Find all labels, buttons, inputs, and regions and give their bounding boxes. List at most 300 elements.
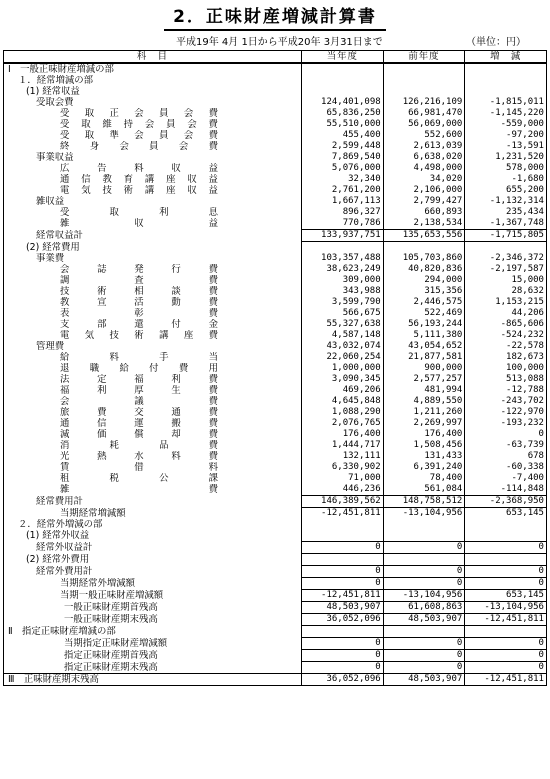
- row-difference-value: 578,000: [465, 163, 547, 174]
- row-label: １．経常増減の部: [4, 75, 302, 86]
- table-row: [4, 484, 547, 496]
- row-label-spread: [60, 174, 218, 185]
- row-label-spread: [60, 407, 218, 418]
- row-label-char: 通: [60, 174, 70, 185]
- row-label: [4, 363, 302, 374]
- row-difference-value: -193,232: [465, 418, 547, 429]
- row-label: [4, 440, 302, 451]
- table-row: [4, 319, 547, 330]
- row-difference-value: [465, 75, 547, 86]
- row-label-char: 費: [208, 484, 218, 496]
- row-difference-value: 15,000: [465, 275, 547, 286]
- row-label-char: 用: [208, 363, 218, 374]
- row-current-value: [302, 242, 384, 254]
- row-label: [4, 451, 302, 462]
- row-difference-value: 1,153,215: [465, 297, 547, 308]
- row-label-spread: [60, 264, 218, 275]
- header-previous-year: 前年度: [383, 51, 465, 64]
- row-label-char: 定: [97, 374, 107, 385]
- row-difference-value: 0: [465, 429, 547, 440]
- row-current-value: 2,761,200: [302, 185, 384, 196]
- row-current-value: 55,510,000: [302, 119, 384, 130]
- row-previous-value: 40,820,836: [383, 264, 465, 275]
- row-label-spread: [60, 440, 218, 451]
- row-label-char: 会: [144, 119, 155, 130]
- row-previous-value: [383, 242, 465, 254]
- row-previous-value: 34,020: [383, 174, 465, 185]
- row-difference-value: -114,848: [465, 484, 547, 496]
- row-label-char: 福: [60, 385, 70, 396]
- table-row: [4, 542, 547, 554]
- row-difference-value: 182,673: [465, 352, 547, 363]
- row-current-value: 124,401,098: [302, 97, 384, 108]
- table-row: [4, 650, 547, 662]
- table-row: [4, 418, 547, 429]
- table-header-row: [4, 51, 547, 64]
- table-row: [4, 530, 547, 542]
- row-difference-value: -1,815,011: [465, 97, 547, 108]
- row-current-value: 22,060,254: [302, 352, 384, 363]
- table-row: [4, 508, 547, 520]
- row-label: 雑収益: [4, 196, 302, 207]
- row-label-char: 福: [134, 374, 144, 385]
- table-row: [4, 286, 547, 297]
- row-previous-value: 21,877,581: [383, 352, 465, 363]
- row-difference-value: 653,145: [465, 590, 547, 602]
- row-previous-value: 1,211,260: [383, 407, 465, 418]
- row-label: Ⅰ 一般正味財産増減の部: [4, 63, 302, 75]
- row-label-spread: [60, 330, 218, 341]
- row-label-char: 課: [208, 473, 218, 484]
- row-current-value: 43,032,074: [302, 341, 384, 352]
- row-previous-value: 135,653,556: [383, 230, 465, 242]
- row-label-spread: [60, 396, 218, 407]
- table-row: [4, 174, 547, 185]
- row-current-value: [302, 86, 384, 97]
- row-label: (2) 経常費用: [4, 242, 302, 254]
- row-label-char: 費: [208, 297, 218, 308]
- row-label-char: 座: [183, 330, 194, 341]
- row-previous-value: [383, 86, 465, 97]
- row-label: [4, 275, 302, 286]
- row-label-char: 持: [123, 119, 134, 130]
- row-previous-value: 0: [383, 650, 465, 662]
- row-label-char: 交: [134, 407, 144, 418]
- row-label-char: 相: [134, 286, 144, 297]
- table-row: [4, 330, 547, 341]
- row-difference-value: -243,702: [465, 396, 547, 407]
- row-label: 経常費用計: [4, 496, 302, 508]
- row-label-char: 手: [159, 352, 169, 363]
- row-difference-value: -2,368,950: [465, 496, 547, 508]
- row-label-spread: [60, 141, 218, 152]
- row-label-char: 費: [208, 141, 218, 152]
- row-previous-value: 561,084: [383, 484, 465, 496]
- row-current-value: 38,623,249: [302, 264, 384, 275]
- row-previous-value: 105,703,860: [383, 253, 465, 264]
- row-label-char: 誌: [97, 264, 107, 275]
- row-current-value: 4,587,148: [302, 330, 384, 341]
- row-difference-value: [465, 86, 547, 97]
- row-previous-value: [383, 519, 465, 530]
- row-label-char: 告: [97, 163, 107, 174]
- table-row: [4, 230, 547, 242]
- row-label-char: 職: [89, 363, 100, 374]
- row-label-char: 会: [183, 130, 194, 141]
- row-difference-value: 678: [465, 451, 547, 462]
- table-row: [4, 119, 547, 130]
- row-label-char: 費: [208, 308, 218, 319]
- row-label-char: 償: [134, 429, 144, 440]
- row-label-char: 生: [171, 385, 181, 396]
- row-label-char: 通: [171, 407, 181, 418]
- row-label-char: 電: [60, 330, 70, 341]
- row-current-value: [302, 626, 384, 638]
- row-difference-value: [465, 530, 547, 542]
- row-label: [4, 141, 302, 152]
- row-previous-value: [383, 626, 465, 638]
- row-previous-value: 48,503,907: [383, 674, 465, 686]
- row-current-value: 343,988: [302, 286, 384, 297]
- row-current-value: 0: [302, 542, 384, 554]
- table-row: [4, 242, 547, 254]
- row-label-spread: [60, 185, 218, 196]
- table-row: [4, 341, 547, 352]
- row-label-char: 維: [102, 119, 112, 130]
- row-difference-value: [465, 554, 547, 566]
- row-label-char: 厚: [134, 385, 144, 396]
- row-label-char: 費: [208, 374, 218, 385]
- row-label-char: 気: [84, 330, 95, 341]
- row-label-spread: [60, 484, 218, 495]
- table-row: [4, 141, 547, 152]
- row-label-char: 査: [134, 275, 144, 286]
- row-label-char: 員: [166, 119, 176, 130]
- row-label-spread: [60, 429, 218, 440]
- row-label-char: 還: [134, 319, 144, 330]
- row-previous-value: 78,400: [383, 473, 465, 484]
- row-previous-value: 900,000: [383, 363, 465, 374]
- row-label-char: 受: [60, 119, 70, 130]
- row-difference-value: 0: [465, 542, 547, 554]
- row-label-char: 会: [119, 141, 129, 152]
- row-label-char: 会: [183, 108, 194, 119]
- row-label-char: 費: [208, 451, 218, 462]
- row-label: [4, 374, 302, 385]
- row-label-char: 技: [102, 185, 112, 196]
- table-row: [4, 451, 547, 462]
- table-row: [4, 590, 547, 602]
- row-difference-value: -12,451,811: [465, 674, 547, 686]
- row-label-char: 費: [178, 363, 189, 374]
- row-label-char: 信: [81, 174, 91, 185]
- table-row: [4, 264, 547, 275]
- row-current-value: [302, 530, 384, 542]
- row-label: 当期経常外増減額: [4, 578, 302, 590]
- row-difference-value: -1,715,805: [465, 230, 547, 242]
- row-current-value: 3,599,790: [302, 297, 384, 308]
- row-previous-value: -13,104,956: [383, 508, 465, 520]
- row-label: (1) 経常外収益: [4, 530, 302, 542]
- row-current-value: 0: [302, 578, 384, 590]
- row-difference-value: -1,367,748: [465, 218, 547, 230]
- row-current-value: 455,400: [302, 130, 384, 141]
- row-current-value: [302, 75, 384, 86]
- row-label-char: 料: [109, 352, 119, 363]
- row-label-char: 員: [159, 108, 169, 119]
- row-label-char: 会: [187, 119, 197, 130]
- row-label-char: 受: [60, 207, 70, 218]
- row-previous-value: 2,799,427: [383, 196, 465, 207]
- row-difference-value: 655,200: [465, 185, 547, 196]
- row-label-char: 水: [134, 451, 144, 462]
- row-label-spread: [60, 218, 218, 229]
- row-difference-value: 100,000: [465, 363, 547, 374]
- row-label-char: 益: [208, 185, 218, 196]
- row-label-char: 彰: [134, 308, 144, 319]
- row-label: 指定正味財産期首残高: [4, 650, 302, 662]
- row-label-char: 減: [60, 429, 70, 440]
- row-label-char: 費: [208, 286, 218, 297]
- row-label: 当期指定正味財産増減額: [4, 638, 302, 650]
- row-label-char: 収: [187, 174, 197, 185]
- row-label: [4, 473, 302, 484]
- row-difference-value: -13,104,956: [465, 602, 547, 614]
- row-label-spread: [60, 374, 218, 385]
- row-label-spread: [60, 319, 218, 330]
- row-label-char: 費: [208, 396, 218, 407]
- row-label-spread: [60, 207, 218, 218]
- row-label-char: 技: [60, 286, 70, 297]
- row-previous-value: 148,758,512: [383, 496, 465, 508]
- row-previous-value: 552,600: [383, 130, 465, 141]
- row-label-char: 費: [208, 407, 218, 418]
- row-label-char: 会: [60, 264, 70, 275]
- statement-table: [3, 50, 547, 686]
- row-label: [4, 385, 302, 396]
- row-previous-value: 66,981,470: [383, 108, 465, 119]
- row-label-char: 費: [208, 330, 218, 341]
- table-row: [4, 674, 547, 686]
- row-difference-value: [465, 63, 547, 75]
- row-label: [4, 108, 302, 119]
- row-label: Ⅱ 指定正味財産増減の部: [4, 626, 302, 638]
- row-label-char: 費: [208, 429, 218, 440]
- row-label-spread: [60, 108, 218, 119]
- row-difference-value: -865,606: [465, 319, 547, 330]
- row-previous-value: 2,138,534: [383, 218, 465, 230]
- row-label-char: 受: [60, 130, 70, 141]
- row-label-char: 費: [208, 108, 218, 119]
- row-difference-value: 235,434: [465, 207, 547, 218]
- row-difference-value: [465, 519, 547, 530]
- row-label-char: 取: [81, 119, 91, 130]
- row-label-char: 広: [60, 163, 70, 174]
- row-label-spread: [60, 473, 218, 484]
- row-label: [4, 297, 302, 308]
- row-previous-value: 6,391,240: [383, 462, 465, 473]
- row-label-char: 消: [60, 440, 70, 451]
- row-current-value: 469,206: [302, 385, 384, 396]
- table-row: [4, 626, 547, 638]
- table-row: [4, 130, 547, 141]
- row-label-char: 費: [97, 407, 107, 418]
- row-label-char: 動: [171, 297, 181, 308]
- row-current-value: 55,327,638: [302, 319, 384, 330]
- row-current-value: 770,786: [302, 218, 384, 230]
- row-label-char: 術: [123, 185, 134, 196]
- row-label-char: 教: [102, 174, 112, 185]
- page-title: 2．正味財産増減計算書: [173, 7, 377, 27]
- row-difference-value: -1,145,220: [465, 108, 547, 119]
- row-difference-value: -60,338: [465, 462, 547, 473]
- row-current-value: 2,076,765: [302, 418, 384, 429]
- row-label-char: 料: [171, 451, 181, 462]
- row-difference-value: -22,578: [465, 341, 547, 352]
- row-label: [4, 429, 302, 440]
- row-label-char: 活: [134, 297, 144, 308]
- row-label-char: 座: [166, 185, 176, 196]
- table-row: [4, 429, 547, 440]
- row-difference-value: -2,346,372: [465, 253, 547, 264]
- row-previous-value: 2,613,039: [383, 141, 465, 152]
- table-row: [4, 308, 547, 319]
- row-difference-value: -13,591: [465, 141, 547, 152]
- row-label: 一般正味財産期末残高: [4, 614, 302, 626]
- row-previous-value: 0: [383, 662, 465, 674]
- row-previous-value: 294,000: [383, 275, 465, 286]
- row-previous-value: 660,893: [383, 207, 465, 218]
- row-difference-value: 513,088: [465, 374, 547, 385]
- row-difference-value: 0: [465, 650, 547, 662]
- row-label-char: 耗: [109, 440, 119, 451]
- row-current-value: 896,327: [302, 207, 384, 218]
- row-label: [4, 418, 302, 429]
- row-label-char: 搬: [171, 418, 181, 429]
- row-label-char: 利: [159, 207, 169, 218]
- row-label-char: 議: [134, 396, 144, 407]
- row-label-char: 取: [84, 108, 95, 119]
- row-label-char: 通: [60, 418, 70, 429]
- row-label: [4, 163, 302, 174]
- row-label: [4, 207, 302, 218]
- row-current-value: 71,000: [302, 473, 384, 484]
- row-label-char: 会: [134, 108, 144, 119]
- row-previous-value: 43,054,652: [383, 341, 465, 352]
- row-label-char: 費: [208, 130, 218, 141]
- row-previous-value: 48,503,907: [383, 614, 465, 626]
- row-current-value: 566,675: [302, 308, 384, 319]
- row-label-char: 公: [159, 473, 169, 484]
- row-current-value: 48,503,907: [302, 602, 384, 614]
- row-current-value: 103,357,488: [302, 253, 384, 264]
- row-previous-value: 481,994: [383, 385, 465, 396]
- row-label-char: 信: [97, 418, 107, 429]
- row-label-char: 金: [208, 319, 218, 330]
- row-label-char: 終: [60, 141, 70, 152]
- row-label: [4, 396, 302, 407]
- row-previous-value: 5,111,380: [383, 330, 465, 341]
- table-row: [4, 473, 547, 484]
- table-row: [4, 63, 547, 75]
- row-previous-value: 0: [383, 578, 465, 590]
- row-label-char: 調: [60, 275, 70, 286]
- row-label-char: 料: [134, 163, 144, 174]
- row-label: Ⅲ 正味財産期末残高: [4, 674, 302, 686]
- row-current-value: [302, 554, 384, 566]
- row-previous-value: 0: [383, 566, 465, 578]
- row-label: [4, 174, 302, 185]
- row-previous-value: 1,508,456: [383, 440, 465, 451]
- table-row: [4, 519, 547, 530]
- row-label: (2) 経常外費用: [4, 554, 302, 566]
- row-current-value: 0: [302, 662, 384, 674]
- table-row: [4, 638, 547, 650]
- row-previous-value: 2,577,257: [383, 374, 465, 385]
- row-label-char: 電: [60, 185, 70, 196]
- row-difference-value: -12,788: [465, 385, 547, 396]
- table-row: [4, 385, 547, 396]
- row-current-value: 65,836,250: [302, 108, 384, 119]
- row-current-value: [302, 519, 384, 530]
- row-label: [4, 407, 302, 418]
- row-label-spread: [60, 119, 218, 130]
- row-current-value: 36,052,096: [302, 674, 384, 686]
- row-label: [4, 264, 302, 275]
- row-difference-value: 0: [465, 566, 547, 578]
- unit-text: （単位：円）: [466, 37, 526, 48]
- row-label-char: 費: [208, 275, 218, 286]
- period-text: 平成19年 4月 1日から平成20年 3月31日まで: [176, 37, 383, 48]
- row-label-char: 講: [144, 185, 155, 196]
- row-previous-value: 2,269,997: [383, 418, 465, 429]
- row-previous-value: 2,446,575: [383, 297, 465, 308]
- row-label-char: 会: [178, 141, 189, 152]
- row-label-char: 宣: [97, 297, 107, 308]
- row-current-value: 0: [302, 638, 384, 650]
- row-label-char: 表: [60, 308, 70, 319]
- row-label-char: 部: [97, 319, 107, 330]
- row-difference-value: -1,680: [465, 174, 547, 185]
- row-label: [4, 484, 302, 496]
- row-current-value: 309,000: [302, 275, 384, 286]
- row-label: 一般正味財産期首残高: [4, 602, 302, 614]
- table-row: [4, 185, 547, 196]
- row-label-char: 付: [171, 319, 181, 330]
- row-label-char: 退: [60, 363, 70, 374]
- row-previous-value: 0: [383, 638, 465, 650]
- table-row: [4, 196, 547, 207]
- table-row: [4, 163, 547, 174]
- row-current-value: 36,052,096: [302, 614, 384, 626]
- row-label-char: 雑: [60, 484, 70, 496]
- row-label: 事業収益: [4, 152, 302, 163]
- row-label: ２．経常外増減の部: [4, 519, 302, 530]
- row-difference-value: 1,231,520: [465, 152, 547, 163]
- row-label-spread: [60, 286, 218, 297]
- row-difference-value: -2,197,587: [465, 264, 547, 275]
- table-row: [4, 297, 547, 308]
- row-difference-value: 0: [465, 638, 547, 650]
- row-label: [4, 130, 302, 141]
- title-underline: [164, 29, 386, 31]
- row-label-char: 正: [109, 108, 119, 119]
- row-label-char: 益: [208, 163, 218, 174]
- row-label-char: 料: [208, 462, 218, 473]
- row-label-char: 費: [208, 418, 218, 429]
- row-label-char: 技: [109, 330, 119, 341]
- table-row: [4, 152, 547, 163]
